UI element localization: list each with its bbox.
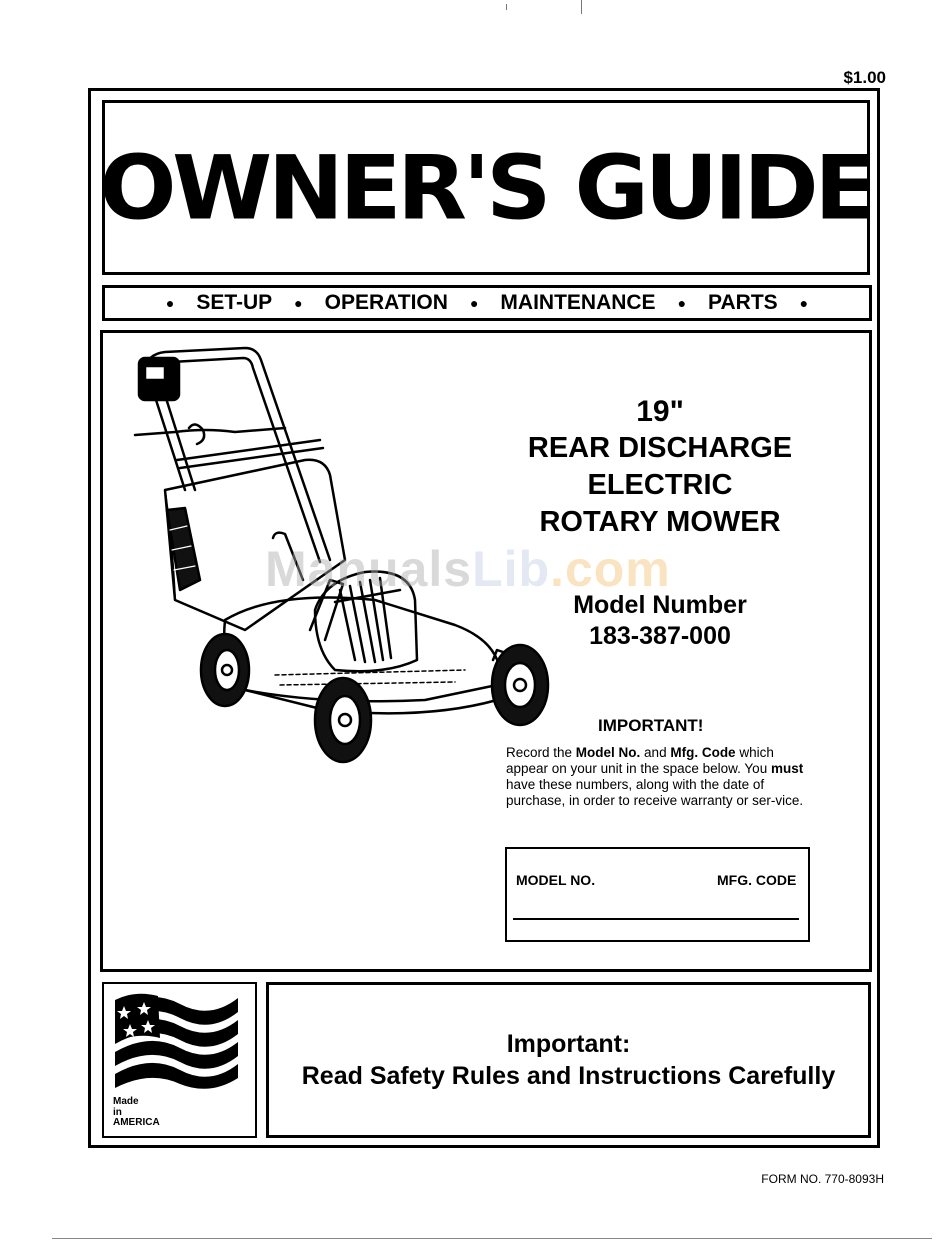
notice-text: Record the: [506, 745, 576, 760]
page-edge-line: [52, 1238, 932, 1239]
made-text: in: [113, 1106, 122, 1118]
section-operation: OPERATION: [324, 291, 448, 314]
page-title: OWNER'S GUIDE: [99, 136, 873, 239]
product-description: [500, 430, 820, 541]
price-label: $1.00: [843, 68, 886, 87]
watermark-text: Manuals: [265, 541, 473, 597]
mower-size: 19": [636, 395, 684, 428]
record-entry-line: [513, 918, 799, 920]
notice-text: have these numbers, along with the date of purchase, in order to receive warranty or ser-vice.: [506, 777, 804, 808]
bullet-icon: ●: [469, 295, 479, 311]
model-no-label: MODEL NO.: [516, 872, 596, 888]
section-maintenance: MAINTENANCE: [500, 291, 656, 314]
made-in-america-label: [113, 1097, 160, 1129]
bullet-icon: ●: [165, 295, 175, 311]
warning-heading: Important:: [506, 1030, 631, 1058]
important-notice: [506, 745, 812, 809]
notice-emphasis: must: [770, 761, 804, 776]
bullet-icon: ●: [294, 295, 303, 311]
notice-text: which appear on your unit in the space below. You: [506, 745, 774, 776]
mfg-code-label: MFG. CODE: [717, 872, 797, 888]
model-number-label: Model Number: [573, 591, 747, 619]
warning-text: Read Safety Rules and Instructions Carefully: [301, 1062, 836, 1090]
notice-emphasis: Model No.: [575, 745, 641, 760]
section-parts: PARTS: [708, 291, 778, 314]
bullet-icon: ●: [799, 295, 809, 311]
safety-warning-box: [266, 982, 871, 1138]
scan-mark: [506, 4, 507, 10]
made-text: AMERICA: [113, 1117, 160, 1128]
description-line: REAR DISCHARGE: [527, 432, 793, 464]
title-box: [99, 100, 873, 275]
section-setup: SET-UP: [196, 291, 273, 314]
model-number-value: 183-387-000: [589, 622, 731, 650]
section-bar: [102, 285, 872, 321]
watermark-text: Lib: [472, 541, 551, 597]
american-flag-icon: [110, 990, 245, 1095]
description-line: ROTARY MOWER: [539, 506, 781, 538]
watermark-text: .com: [550, 541, 671, 597]
bullet-icon: ●: [677, 295, 687, 311]
form-number: FORM NO. 770-8093H: [761, 1172, 884, 1186]
description-line: ELECTRIC: [587, 469, 733, 501]
model-number-block: [500, 590, 820, 652]
record-box: [505, 847, 810, 942]
made-text: Made: [113, 1096, 139, 1107]
scan-mark: [581, 0, 582, 14]
important-heading: IMPORTANT!: [598, 716, 704, 735]
notice-text: and: [640, 745, 671, 760]
notice-emphasis: Mfg. Code: [670, 745, 736, 760]
